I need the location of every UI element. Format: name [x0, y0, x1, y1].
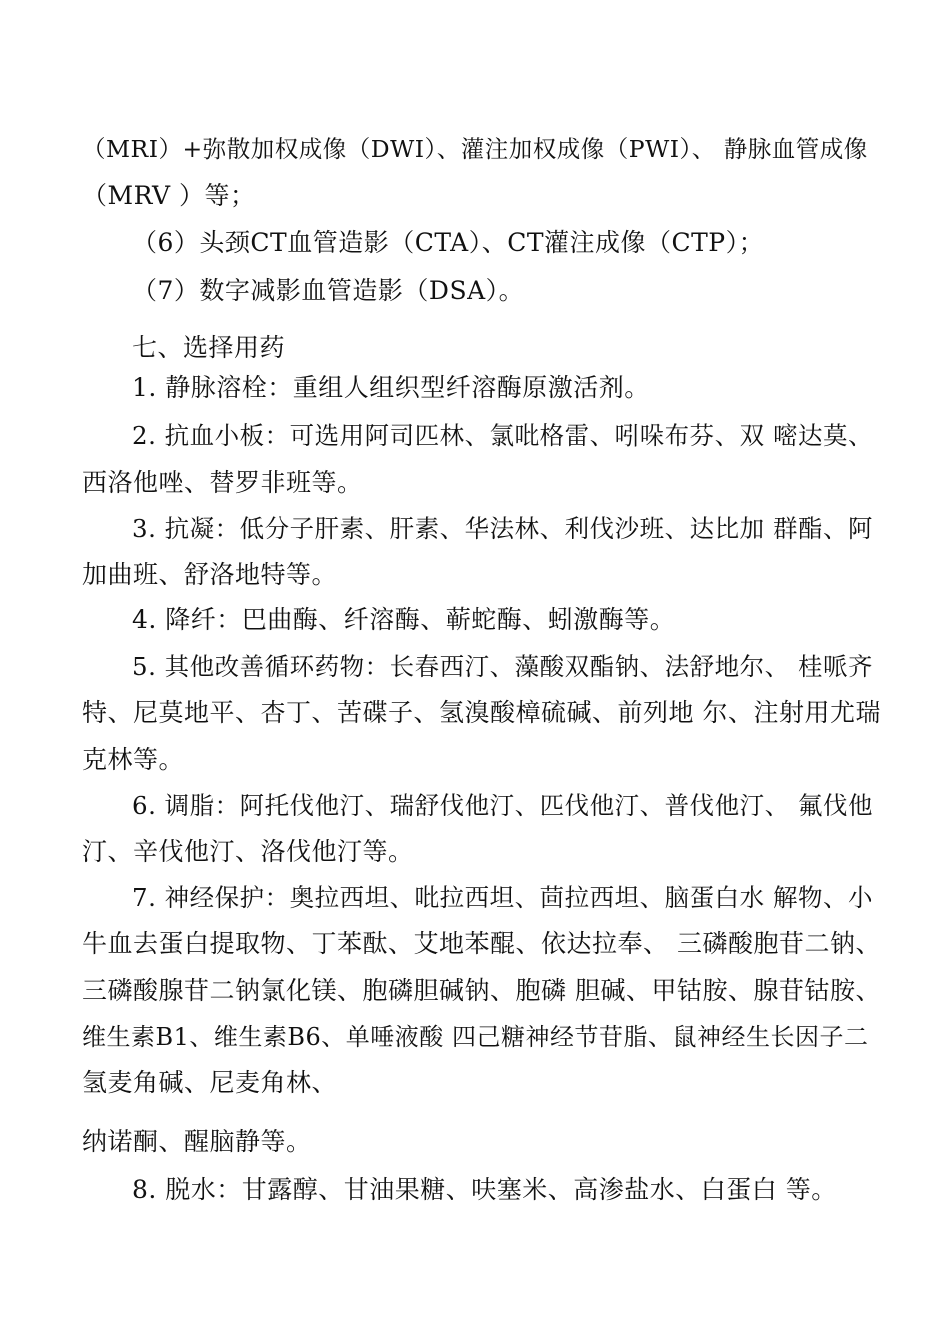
- text-line-17: 7. 神经保护：奥拉西坦、吡拉西坦、茴拉西坦、脑蛋白水 解物、小: [132, 883, 873, 912]
- text-line-11: 4. 降纤：巴曲酶、纤溶酶、蕲蛇酶、蚓激酶等。: [132, 605, 676, 634]
- text-line-7: 2. 抗血小板：可选用阿司匹林、氯吡格雷、吲哚布芬、双 嘧达莫、: [132, 421, 873, 450]
- text-line-10: 加曲班、舒洛地特等。: [82, 560, 338, 589]
- section-heading: 七、选择用药: [132, 333, 286, 362]
- text-line-23: 8. 脱水：甘露醇、甘油果糖、呋塞米、高渗盐水、白蛋白 等。: [132, 1175, 837, 1204]
- text-line-8: 西洛他唑、替罗非班等。: [82, 468, 363, 497]
- text-line-13: 特、尼莫地平、杏丁、苦碟子、氢溴酸樟硫碱、前列地 尔、注射用尤瑞: [82, 698, 881, 727]
- text-line-21: 氢麦角碱、尼麦角林、: [82, 1068, 338, 1097]
- text-line-2: （MRV ）等；: [82, 181, 256, 210]
- text-line-12: 5. 其他改善循环药物：长春西汀、藻酸双酯钠、法舒地尔、 桂哌齐: [132, 652, 873, 681]
- text-line-22: 纳诺酮、醒脑静等。: [82, 1127, 312, 1156]
- text-line-18: 牛血去蛋白提取物、丁苯酞、艾地苯醌、依达拉奉、 三磷酸胞苷二钠、: [82, 929, 881, 958]
- text-line-4: （7）数字减影血管造影（DSA）。: [132, 276, 525, 305]
- text-line-15: 6. 调脂：阿托伐他汀、瑞舒伐他汀、匹伐他汀、普伐他汀、 氟伐他: [132, 791, 873, 820]
- text-line-16: 汀、辛伐他汀、洛伐他汀等。: [82, 837, 414, 866]
- text-line-1: （MRI）+弥散加权成像（DWI）、灌注加权成像（PWI）、 静脉血管成像: [82, 135, 868, 163]
- text-line-3: （6）头颈CT血管造影（CTA）、CT灌注成像（CTP）；: [132, 228, 765, 257]
- text-line-20: 维生素B1、维生素B6、单唾液酸 四己糖神经节苷脂、鼠神经生长因子二: [82, 1023, 869, 1051]
- text-line-6: 1. 静脉溶栓：重组人组织型纤溶酶原激活剂。: [132, 373, 650, 402]
- text-line-14: 克林等。: [82, 745, 185, 774]
- text-line-19: 三磷酸腺苷二钠氯化镁、胞磷胆碱钠、胞磷 胆碱、甲钴胺、腺苷钴胺、: [82, 976, 881, 1005]
- text-line-9: 3. 抗凝：低分子肝素、肝素、华法林、利伐沙班、达比加 群酯、阿: [132, 514, 873, 543]
